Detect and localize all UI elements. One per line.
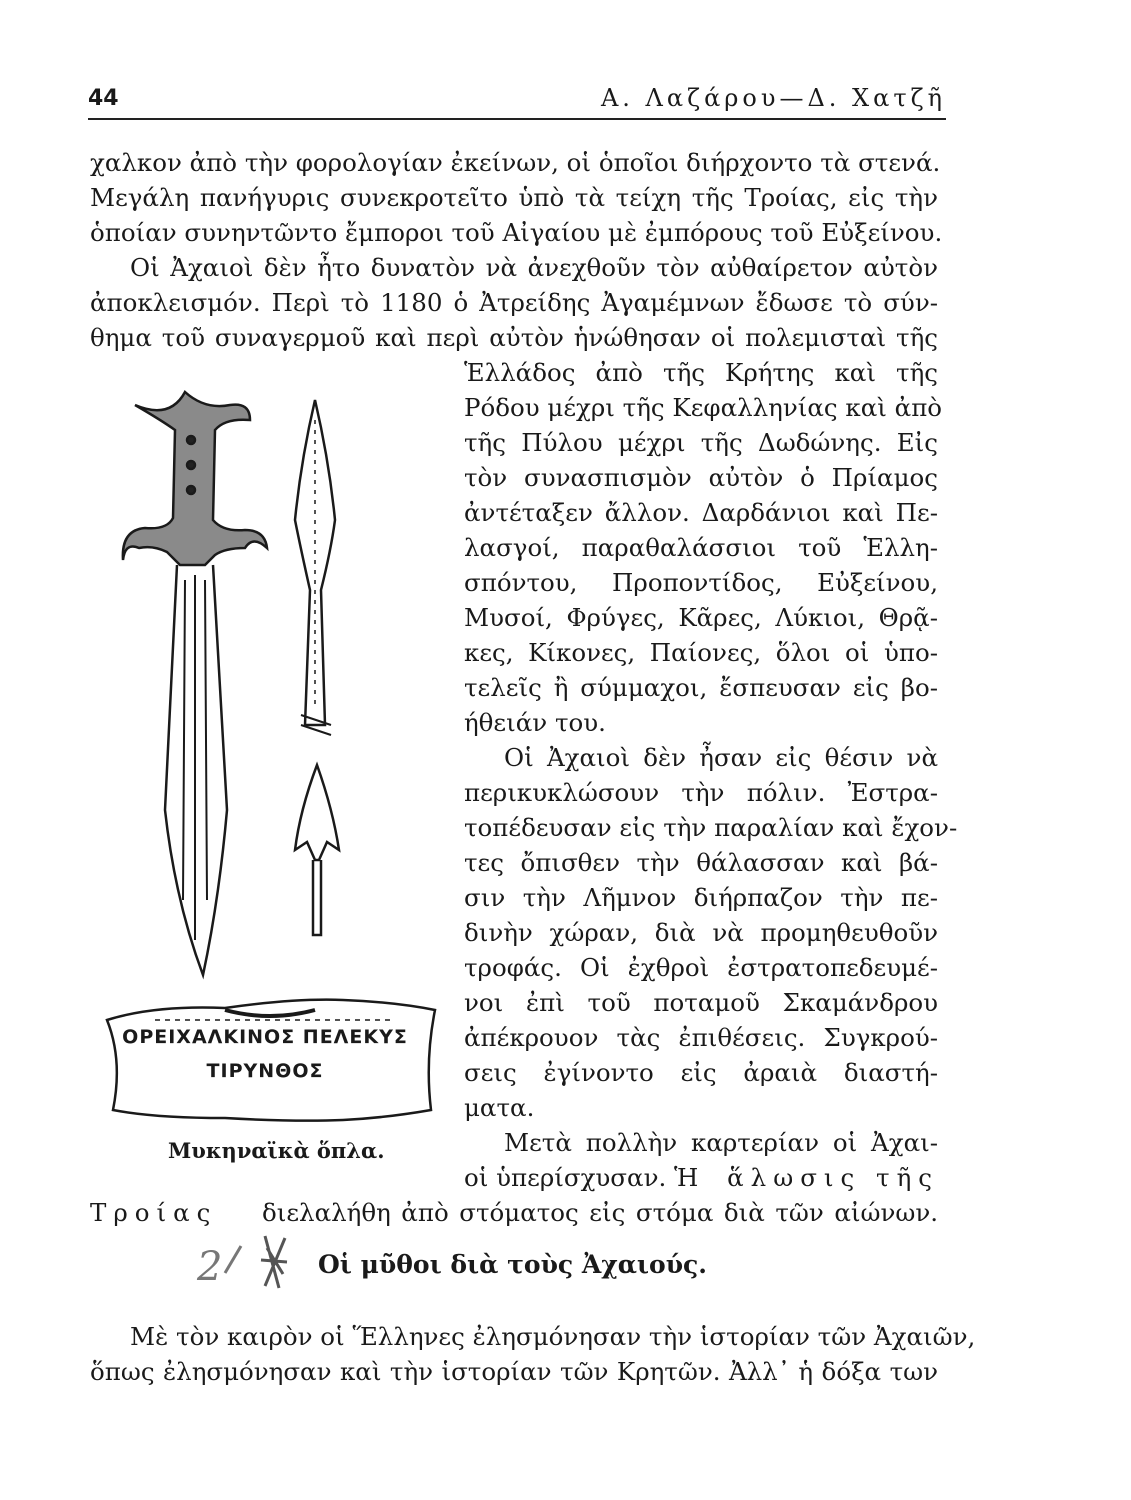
pencil-mark (195, 1228, 305, 1302)
text-line: Μεγάλη πανήγυρις συνεκροτεῖτο ὑπὸ τὰ τείχη τῆς Τροίας, εἰς τὴν (90, 183, 938, 212)
pencil-mark-digit: 2 (197, 1244, 223, 1290)
text-line: οἱ ὑπερίσχυσαν. Ἡ (464, 1163, 699, 1192)
sword-drawing (123, 392, 267, 975)
text-line: τὸν συνασπισμὸν αὐτὸν ὁ Πρίαμος (464, 463, 938, 492)
text-line: ὁποίαν συνηντῶντο ἔμποροι τοῦ Αἰγαίου μὲ ἐμπόρους τοῦ Εὐξείνου. (90, 218, 943, 247)
text-line: ματα. (464, 1093, 535, 1122)
text-line: Μὲ τὸν καιρὸν οἱ Ἕλληνες ἐλησμόνησαν τὴν ἱστορίαν τῶν Ἀχαιῶν, (130, 1322, 976, 1351)
text-line: σιν τὴν Λῆμνον διήρπαζον τὴν πε- (464, 883, 938, 912)
text-line: χαλκον ἀπὸ τὴν φορολογίαν ἐκείνων, οἱ ὁποῖοι διήρχοντο τὰ στενά. (90, 148, 941, 177)
text-line-spaced: ἅλωσις τῆς (727, 1163, 939, 1192)
text-line: Μετὰ πολλὴν καρτερίαν οἱ Ἀχαι- (504, 1128, 938, 1157)
text-line: διελαλήθη ἀπὸ στόματος εἰς στόμα διὰ τῶν αἰώνων. (262, 1198, 938, 1227)
text-line: τροφάς. Οἱ ἐχθροὶ ἐστρατοπεδευμέ- (464, 953, 938, 982)
figure-caption: Μυκηναϊκὰ ὅπλα. (168, 1138, 385, 1163)
text-line: Μυσοί, Φρύγες, Κᾶρες, Λύκιοι, Θρᾷ- (464, 603, 938, 632)
text-line: ὅπως ἐλησμόνησαν καὶ τὴν ἱστορίαν τῶν Κρητῶν. Ἀλλ᾽ ἡ δόξα των (90, 1357, 938, 1386)
text-line: τῆς Πύλου μέχρι τῆς Δωδώνης. Εἰς (464, 428, 938, 457)
text-line: τες ὄπισθεν τὴν θάλασσαν καὶ βά- (464, 848, 938, 877)
text-line: ἀπέκρουον τὰς ἐπιθέσεις. Συγκρού- (464, 1023, 938, 1052)
running-head: Α. Λαζάρου—Δ. Χατζῆ (600, 84, 946, 112)
text-line: σεις ἐγίνοντο εἰς ἀραιὰ διαστή- (464, 1058, 938, 1087)
text-line: κες, Κίκονες, Παίονες, ὅλοι οἱ ὑπο- (464, 638, 938, 667)
text-line: Ἑλλάδος ἀπὸ τῆς Κρήτης καὶ τῆς (464, 358, 938, 387)
arrow-head-drawing (295, 765, 339, 935)
text-line: Ρόδου μέχρι τῆς Κεφαλληνίας καὶ ἀπὸ (464, 393, 943, 422)
text-line: Οἱ Ἀχαιοὶ δὲν ἦσαν εἰς θέσιν νὰ (504, 743, 938, 772)
text-line: θημα τοῦ συναγερμοῦ καὶ περὶ αὐτὸν ἡνώθησαν οἱ πολεμισταὶ τῆς (90, 323, 938, 352)
text-line: ήθειάν του. (464, 708, 606, 737)
text-line: Οἱ Ἀχαιοὶ δὲν ἦτο δυνατὸν νὰ ἀνεχθοῦν τὸν αὐθαίρετον αὐτὸν (130, 253, 938, 282)
text-line: τελεῖς ἢ σύμμαχοι, ἔσπευσαν εἰς βο- (464, 673, 938, 702)
weapons-figure (95, 380, 450, 1160)
text-line: νοι ἐπὶ τοῦ ποταμοῦ Σκαμάνδρου (464, 988, 938, 1017)
text-line: περικυκλώσουν τὴν πόλιν. Ἐστρα- (464, 778, 938, 807)
spear-head-drawing (295, 400, 335, 735)
text-line-spaced: Τροίας (90, 1198, 218, 1227)
page-number: 44 (88, 86, 119, 111)
text-line: σπόντου, Προποντίδος, Εὐξείνου, (464, 568, 938, 597)
text-line: τοπέδευσαν εἰς τὴν παραλίαν καὶ ἔχον- (464, 813, 958, 842)
text-line: ἀντέταξεν ἄλλον. Δαρδάνιοι καὶ Πε- (464, 498, 938, 527)
text-line: ἀποκλεισμόν. Περὶ τὸ 1180 ὁ Ἀτρείδης Ἀγαμέμνων ἔδωσε τὸ σύν- (90, 288, 938, 317)
section-title: Οἱ μῦθοι διὰ τοὺς Ἀχαιούς. (318, 1250, 707, 1279)
axe-label-line1: ΟΡΕΙΧΑΛΚΙΝΟΣ ΠΕΛΕΚΥΣ (122, 1026, 408, 1048)
axe-label-line2: ΤΙΡΥΝΘΟΣ (206, 1060, 324, 1082)
text-line: δινὴν χώραν, διὰ νὰ προμηθευθοῦν (464, 918, 938, 947)
text-line: λασγοί, παραθαλάσσιοι τοῦ Ἑλλη- (464, 533, 938, 562)
page-header (88, 84, 946, 120)
